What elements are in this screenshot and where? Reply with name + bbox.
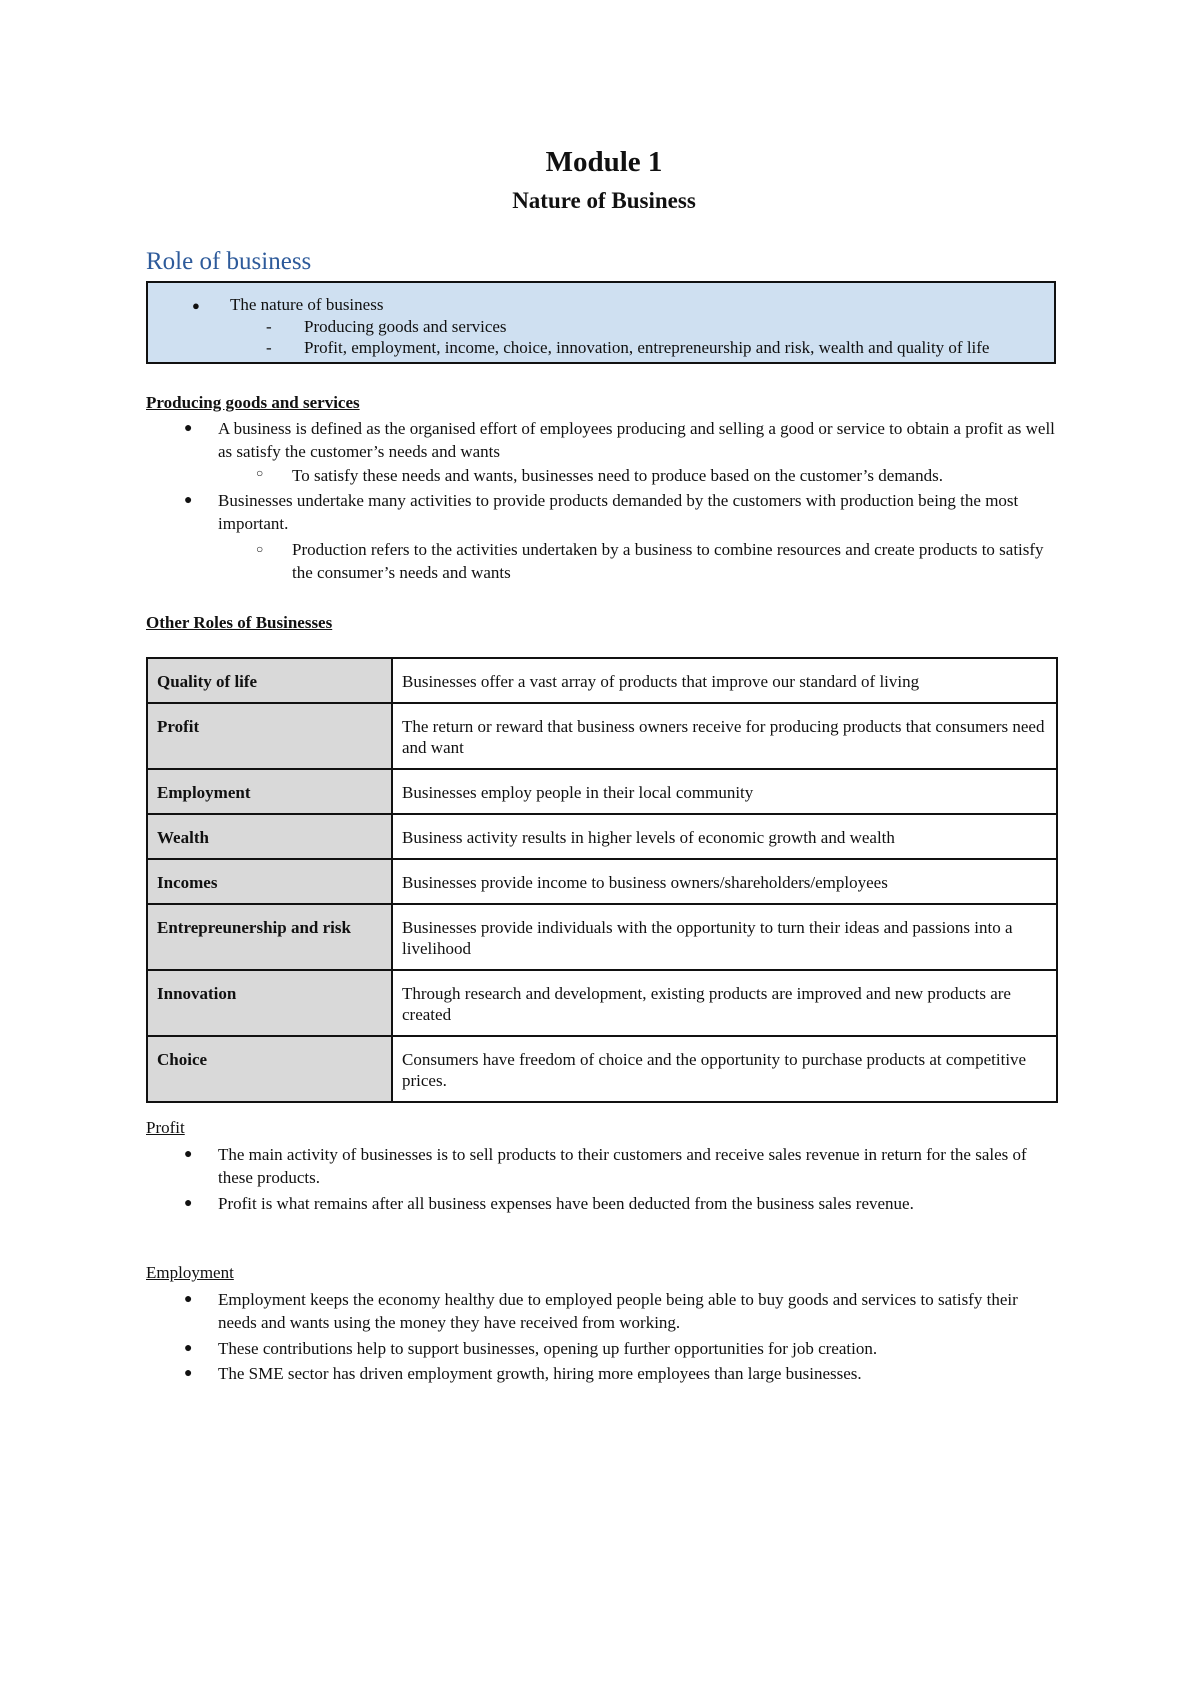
table-row	[147, 658, 1057, 703]
outline-subitem: Producing goods and services	[304, 317, 507, 336]
profit-bullet-1: The main activity of businesses is to sell products to their customers and receive sales revenue in return for the sales of these products.	[218, 1145, 1027, 1187]
role-label: Incomes	[147, 859, 392, 904]
role-label: Entrepreunership and risk	[147, 904, 392, 970]
role-description: Business activity results in higher levels of economic growth and wealth	[392, 814, 1057, 859]
employment-bullet-2: These contributions help to support businesses, opening up further opportunities for job creation.	[218, 1339, 878, 1358]
employment-bullet-3: The SME sector has driven employment growth, hiring more employees than large businesses.	[218, 1364, 862, 1383]
profit-bullet-2: Profit is what remains after all business expenses have been deducted from the business sales revenue.	[218, 1194, 914, 1213]
role-description: Businesses employ people in their local community	[392, 769, 1057, 814]
role-label: Quality of life	[147, 658, 392, 703]
table-row	[147, 703, 1057, 769]
role-description: Businesses provide income to business owners/shareholders/employees	[392, 859, 1057, 904]
bullet-icon: ●	[184, 493, 193, 508]
page-subtitle: Nature of Business	[512, 188, 696, 213]
circle-bullet-icon: ○	[256, 466, 264, 480]
role-label: Profit	[147, 703, 392, 769]
circle-bullet-icon: ○	[256, 542, 264, 556]
table-row	[147, 1036, 1057, 1102]
dash-icon: -	[266, 338, 272, 357]
producing-subbullet-1: To satisfy these needs and wants, businesses need to produce based on the customer’s demands.	[292, 466, 943, 485]
topic-outline-box	[146, 281, 1056, 364]
role-description: Through research and development, existing products are improved and new products are created	[392, 970, 1057, 1036]
role-label: Innovation	[147, 970, 392, 1036]
section-heading: Role of business	[146, 248, 312, 275]
role-label: Employment	[147, 769, 392, 814]
bullet-icon: ●	[184, 1341, 193, 1356]
page-title: Module 1	[545, 146, 663, 178]
role-description: The return or reward that business owners receive for producing products that consumers need and want	[392, 703, 1057, 769]
table-row	[147, 970, 1057, 1036]
bullet-icon: ●	[184, 1366, 193, 1381]
producing-bullet-1: A business is defined as the organised effort of employees producing and selling a good or service to obtain a profit as well as satisfy the customer’s needs and wants	[218, 419, 1055, 461]
outline-item: The nature of business	[230, 295, 384, 314]
bullet-icon: ●	[184, 1147, 193, 1162]
producing-subbullet-2: Production refers to the activities undertaken by a business to combine resources and create products to satisfy the consumer’s needs and wants	[292, 540, 1044, 582]
bullet-icon: ●	[184, 421, 193, 436]
producing-heading: Producing goods and services	[146, 393, 360, 412]
bullet-icon: ●	[184, 1196, 193, 1211]
role-description: Consumers have freedom of choice and the opportunity to purchase products at competitive prices.	[392, 1036, 1057, 1102]
other-roles-heading: Other Roles of Businesses	[146, 613, 333, 632]
bullet-icon: ●	[192, 298, 200, 313]
profit-heading: Profit	[146, 1118, 185, 1137]
table-row	[147, 814, 1057, 859]
table-row	[147, 769, 1057, 814]
dash-icon: -	[266, 317, 272, 336]
table-row	[147, 859, 1057, 904]
role-description: Businesses offer a vast array of products that improve our standard of living	[392, 658, 1057, 703]
table-row	[147, 904, 1057, 970]
role-description: Businesses provide individuals with the opportunity to turn their ideas and passions into a livelihood	[392, 904, 1057, 970]
role-label: Wealth	[147, 814, 392, 859]
role-label: Choice	[147, 1036, 392, 1102]
employment-bullet-1: Employment keeps the economy healthy due to employed people being able to buy goods and services to satisfy their needs and wants using the money they have received from working.	[218, 1290, 1018, 1332]
outline-subitem: Profit, employment, income, choice, innovation, entrepreneurship and risk, wealth and quality of life	[304, 338, 990, 357]
roles-table	[146, 657, 1058, 1103]
producing-bullet-2: Businesses undertake many activities to provide products demanded by the customers with production being the most important.	[218, 491, 1019, 533]
employment-heading: Employment	[146, 1263, 234, 1282]
bullet-icon: ●	[184, 1292, 193, 1307]
